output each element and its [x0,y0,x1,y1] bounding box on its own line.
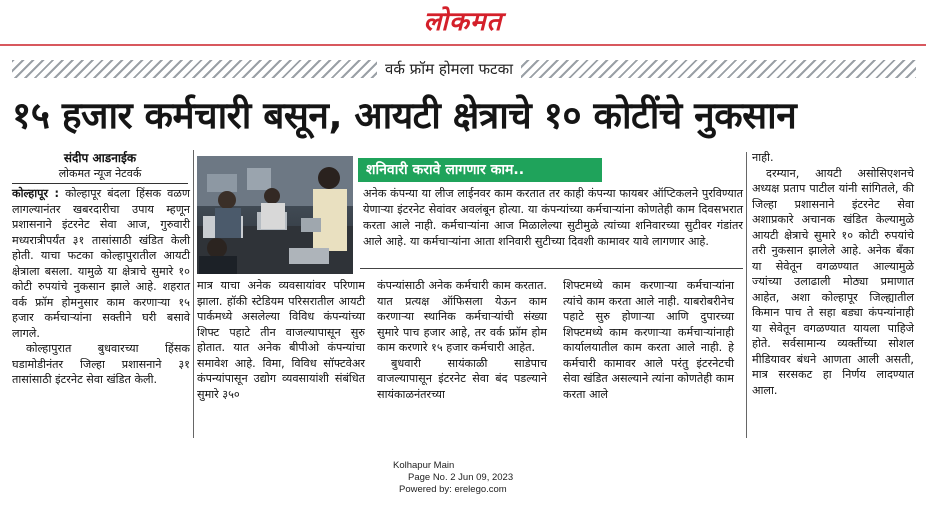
col3-para2: बुधवारी सायंकाळी साडेपाच वाजल्यापासून इंटरनेट सेवा बंद पडल्याने सायंकाळनंतरच्या [377,356,547,401]
col5-para2: दरम्यान, आयटी असोसिएशनचे अध्यक्ष प्रताप पाटील यांनी सांगितले, की जिल्हा प्रशासनाने इंटरनेट सेवा अशाप्रकारे अचानक खंडित केल्यामुळे आयटी क्षेत्राचे सुमारे १० कोटी रुपयांचे तरी नुकसान झालेले आहे. अनेक बँका या सेवेतून वगळण्यात आल्यामुळे ज्यांच्या उलाढाली मोठ्या प्रमाणात आहेत, अशा कोल्हापूर जिल्ह्यातील किमान पाच ते सहा बड्या कंपन्यांनाही या सेवेतून वगळण्यात यायला पाहिजे होते. सर्वसामान्य व्यक्तींच्या सोशल मीडियावर बंधने आणता आली असती, मात्र सरसकट हा निर्णय लादण्यात आला. [752,166,914,397]
article-column-3 [377,278,547,402]
byline [12,150,188,184]
news-agency: लोकमत न्यूज नेटवर्क [12,166,188,184]
col5-para1: नाही. [752,151,774,164]
article-column-2 [197,278,365,402]
teaser-text: अनेक कंपन्या या लीज लाईनवर काम करतात तर काही कंपन्या फायबर ऑप्टिकलने पुरविण्यात येणाऱ्या इंटरनेट सेवांवर अवलंबून होत्या. या कंपन्यांच्या कर्मचाऱ्यांना कोणतेही काम दिवसभरात करता आले नाही. कर्मचाऱ्यांना आज मिळालेल्या सुटीमुळे त्यांच्या शनिवारच्या सुटीवर गंडांतर आले आहे. या कर्मचाऱ्यांना आता शनिवारी सुटीच्या दिवशी कामावर यावे लागणार आहे. [363,187,743,248]
kicker-label: वर्क फ्रॉम होमला फटका [377,58,521,80]
photo-illustration [197,156,353,274]
newspaper-logo: लोकमत [423,7,503,37]
article-column-5 [752,150,914,398]
author-name: संदीप आडनाईक [63,151,137,165]
page-info: Page No. 2 Jun 09, 2023 [408,472,514,483]
col2-para1: मात्र याचा अनेक व्यवसायांवर परिणाम झाला. हॉकी स्टेडियम परिसरातील आयटी पार्कमध्ये असलेल्या विविध कंपन्यांच्या शिफ्ट पहाटे तीन वाजल्यापासून सुरु होतात. यात अनेक बीपीओ कंपन्यांचा समावेश आहे. विमा, विविध सॉफ्टवेअर कंपन्यांपासून उद्योग व्यवसायांशी संबंधित सुमारे ३५० [197,279,365,401]
article-column-1 [12,186,190,388]
page-footer [393,460,543,496]
office-workers-photo [197,156,353,274]
col3-para1: कंपन्यांसाठी अनेक कर्मचारी काम करतात. यात प्रत्यक्ष ऑफिसला येऊन काम करणाऱ्या स्थानिक कर्मचाऱ्यांची संख्या सुमारे पाच हजार आहे, तर वर्क फ्रॉम होम काम करणारे १५ हजार कर्मचारी आहेत. [377,279,547,354]
masthead-divider [0,44,926,46]
column-rule [746,152,747,438]
headline: १५ हजार कर्मचारी बसून, आयटी क्षेत्राचे १० कोटींचे नुकसान [12,94,797,137]
col4-para1: शिफ्टमध्ये काम करणाऱ्या कर्मचाऱ्यांना त्यांचे काम करता आले नाही. याबरोबरीनेच पहाटे सुरु होणाऱ्या आणि दुपारच्या शिफ्टमध्ये काम करणाऱ्या कर्मचाऱ्यांनाही कार्यालयातील काम करता आले नाही. हे कर्मचारी कामावर आले परंतु इंटरनेटची सेवा खंडित असल्याने त्यांना कोणतेही काम करता आले [563,279,734,401]
article-column-4 [563,278,734,402]
masthead [0,6,926,38]
powered-by: Powered by: erelego.com [399,484,507,495]
edition-name: Kolhapur Main [393,460,455,471]
column-rule [193,150,194,438]
col1-para1: कोल्हापूर बंदला हिंसक वळण लागल्यानंतर खबरदारीचा उपाय म्हणून प्रशासनाने इंटरनेट सेवा आज, गुरुवारी मध्यरात्रीपर्यंत ३१ तासांसाठी खंडित केली होती. याचा फटका कोल्हापुरातील आयटी क्षेत्राला बसला. यामुळे या क्षेत्राचे सुमारे १० कोटी रुपयांचे नुकसान झाले आहे. शहरात वर्क फ्रॉम होमनुसार काम करणाऱ्या १५ हजार कर्मचाऱ्यांना सक्तीने घरी बसावे लागले. [12,187,190,340]
col1-para2: कोल्हापुरात बुधवारच्या हिंसक घडामोडीनंतर जिल्हा प्रशासनाने ३१ तासांसाठी इंटरनेट सेवा खंडित केली. [12,342,190,386]
teaser-divider [360,268,743,269]
dateline: कोल्हापूर : [12,187,59,200]
teaser-title: शनिवारी करावे लागणार काम.. [358,158,602,182]
